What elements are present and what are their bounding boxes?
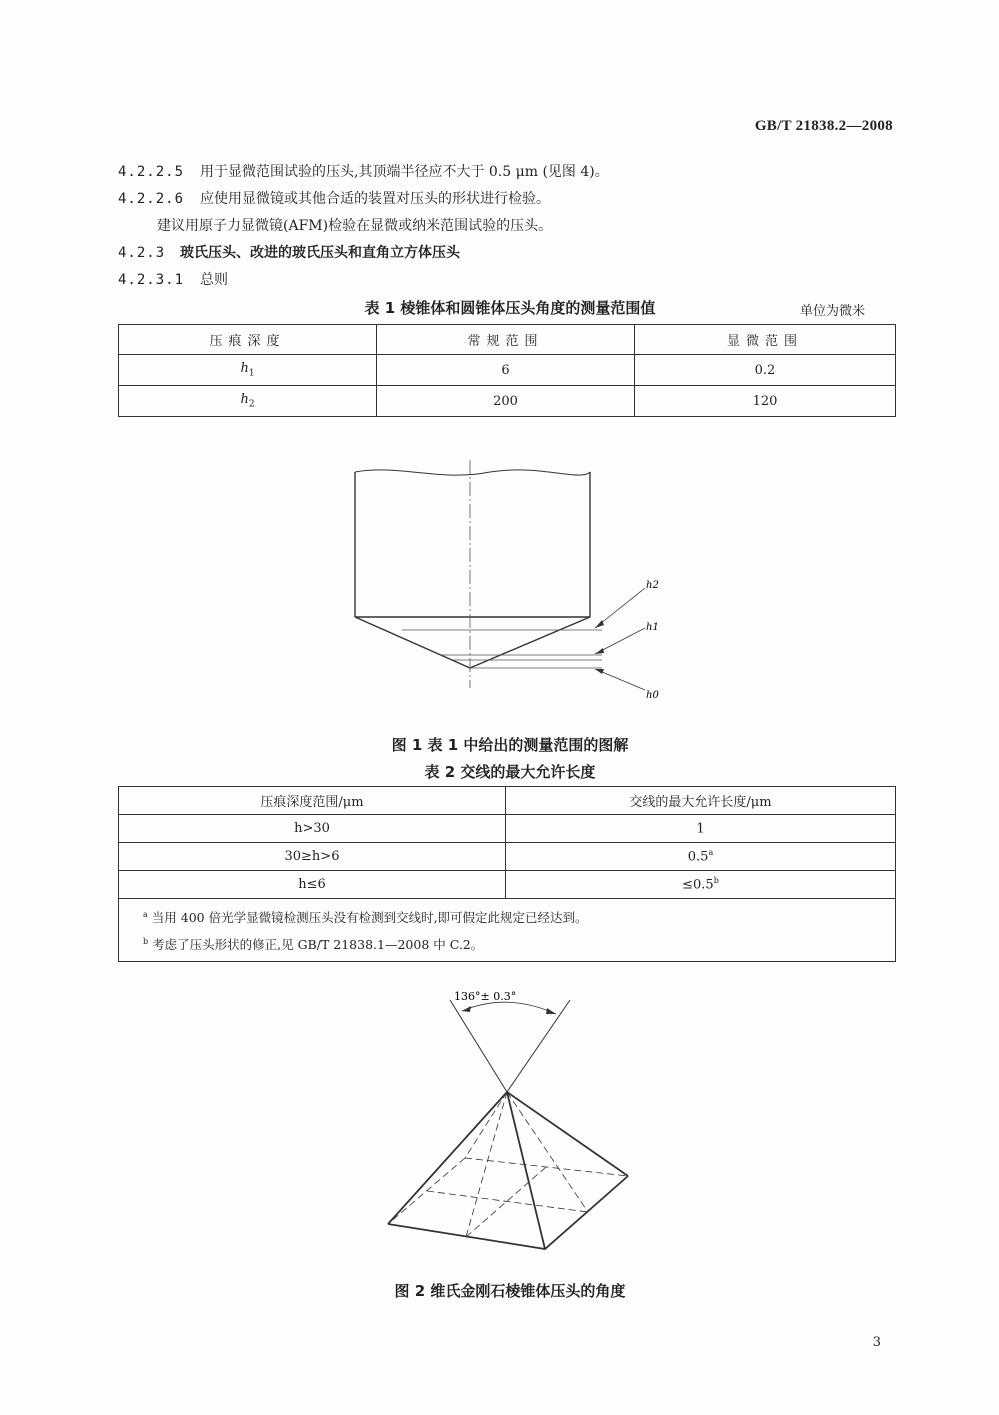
table2-footnotes — [119, 899, 896, 962]
table1-header-depth: 压痕深度 — [119, 325, 377, 355]
clause-number: 4.2.2.6 — [118, 191, 185, 207]
table2-cell-length: ≤0.5$^b$ — [506, 871, 896, 899]
table2-header-depth: 压痕深度范围/μm — [119, 787, 506, 815]
clause-text: 用于显微范围试验的压头,其顶端半径应不大于 0.5 μm (见图 4)。 — [200, 164, 609, 180]
standard-number: GB/T 21838.2—2008 — [754, 118, 893, 134]
clause-text: 建议用原子力显微镜(AFM)检验在显微或纳米范围试验的压头。 — [157, 218, 553, 234]
h0-label: h0 — [646, 690, 659, 701]
h1-arrow — [595, 648, 604, 654]
clause-text: 总则 — [200, 272, 228, 288]
clause-4-2-2-6 — [118, 190, 550, 208]
figure1-diagram — [340, 460, 670, 705]
clause-4-2-3-1 — [118, 271, 228, 289]
angle-arrow-left — [462, 1006, 471, 1012]
angle-label: 136°± 0.3° — [454, 990, 517, 1003]
figure2-caption: 图 2 维氏金刚石棱锥体压头的角度 — [394, 1282, 626, 1300]
table1 — [118, 324, 896, 417]
table2-cell-length: 1 — [506, 815, 896, 843]
clause-number: 4.2.3.1 — [118, 272, 185, 288]
table2-footnotes-row — [119, 899, 896, 962]
h1-label: h1 — [646, 622, 659, 633]
clause-4-2-3 — [118, 244, 460, 262]
table2-header-length: 交线的最大允许长度/μm — [506, 787, 896, 815]
figure1-caption: 图 1 表 1 中给出的测量范围的图解 — [391, 736, 629, 754]
angle-line-right — [507, 1000, 570, 1092]
pyramid-hidden-edges — [388, 1092, 628, 1237]
h2-label: h2 — [646, 580, 659, 591]
table2 — [118, 786, 896, 962]
table2-cell-length: 0.5$^a$ — [506, 843, 896, 871]
table1-header-row — [119, 325, 896, 355]
angle-arc — [462, 1002, 556, 1014]
table1-unit: 单位为微米 — [800, 304, 866, 319]
table1-cell-micro: 120 — [635, 386, 896, 417]
table2-header-row — [119, 787, 896, 815]
table2-cell-depth: 30≥h>6 — [119, 843, 506, 871]
table1-cell-micro: 0.2 — [635, 355, 896, 386]
clause-4-2-2-5 — [118, 163, 609, 181]
h2-arrow — [595, 620, 604, 628]
table1-header-micro: 显微范围 — [635, 325, 896, 355]
table-row — [119, 386, 896, 417]
clause-text: 应使用显微镜或其他合适的装置对压头的形状进行检验。 — [200, 191, 550, 207]
angle-line-left — [450, 1000, 507, 1092]
table2-caption: 表 2 交线的最大允许长度 — [424, 763, 596, 781]
h0-arrow — [595, 669, 604, 674]
pyramid-visible-edges — [388, 1092, 628, 1249]
table-row — [119, 843, 896, 871]
table-row — [119, 871, 896, 899]
angle-arrow-right — [546, 1008, 556, 1014]
table2-cell-depth: h≤6 — [119, 871, 506, 899]
table1-header-normal: 常规范围 — [377, 325, 635, 355]
clause-afm-recommendation — [157, 217, 552, 235]
footnote: $^b$ 考虑了压头形状的修正,见 GB/T 21838.1—2008 中 C.2。 — [143, 937, 484, 953]
footnote: $^a$ 当用 400 倍光学显微镜检测压头没有检测到交线时,即可假定此规定已经达到。 — [143, 910, 588, 926]
break-line — [355, 470, 590, 475]
clause-number: 4.2.3 — [118, 245, 166, 261]
table1-row-label: $h_1$ — [119, 355, 377, 386]
table1-cell-normal: 6 — [377, 355, 635, 386]
table1-cell-normal: 200 — [377, 386, 635, 417]
table2-cell-depth: h>30 — [119, 815, 506, 843]
table1-row-label: $h_2$ — [119, 386, 377, 417]
table-row — [119, 815, 896, 843]
page-number: 3 — [872, 1335, 881, 1350]
figure2-diagram — [370, 980, 650, 1255]
table-row — [119, 355, 896, 386]
table1-caption: 表 1 棱锥体和圆锥体压头角度的测量范围值 — [364, 299, 656, 317]
clause-number: 4.2.2.5 — [118, 164, 185, 180]
clause-heading: 玻氏压头、改进的玻氏压头和直角立方体压头 — [180, 245, 460, 261]
